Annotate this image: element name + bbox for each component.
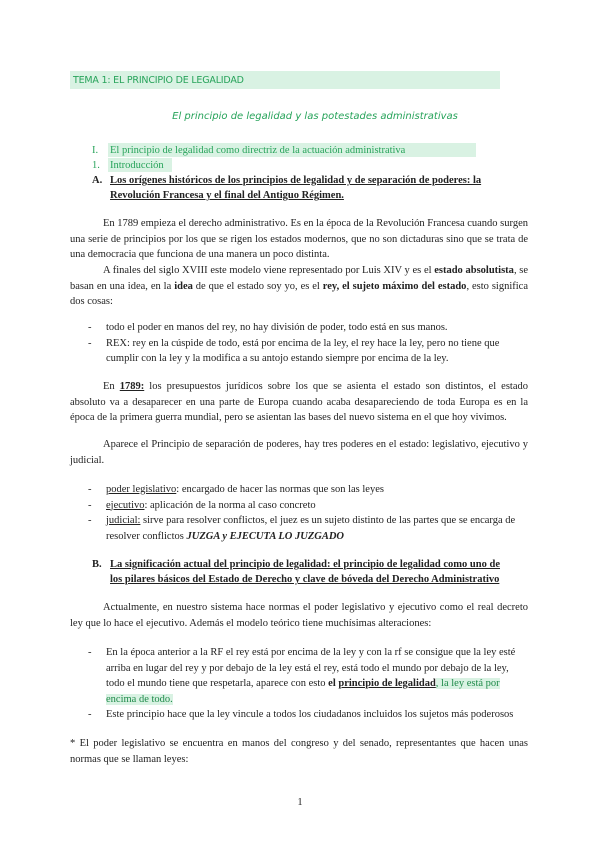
paragraph-1: En 1789 empieza el derecho administrativo. Es en la época de la Revolución Francesa cuando surgen una serie de principios por los que se rigen los estados modernos, que no son dictaduras sino que se trata de una democracia que funciona de una manera un poco distinta. bbox=[70, 218, 528, 260]
main-title: El principio de legalidad y las potestades administrativas bbox=[172, 111, 458, 122]
subsection-B-title-line1: La significación actual del principio de legalidad: el principio de legalidad como uno de bbox=[110, 559, 500, 570]
paragraph-5: Actualmente, en nuestro sistema hace normas el poder legislativo y ejecutivo como el real decreto ley que lo hace el ejecutivo. Además el modelo teórico tiene muchísimas alteraciones: bbox=[70, 602, 528, 629]
list-item: - judicial: sirve para resolver conflictos, el juez es un sujeto distinto de las partes que se encarga de resolver conflictos JUZGA y EJECUTA LO JUZGADO bbox=[88, 513, 528, 544]
section-I-title: El principio de legalidad como directriz de la actuación administrativa bbox=[110, 145, 406, 156]
section-I-number: I. bbox=[92, 145, 99, 156]
paragraph-3: En 1789: los presupuestos jurídicos sobre los que se asienta el estado son distintos, el estado absoluto va a desaparecer en una parte de Europa cuando acaba desapareciendo de toda Europa es en la época de la primera guerra mundial, pero se asientan las bases del nuevo sistema en el que hoy vivimos. bbox=[70, 381, 528, 423]
list-item: - todo el poder en manos del rey, no hay división de poder, todo está en sus manos. bbox=[88, 320, 528, 336]
tema-title: TEMA 1: EL PRINCIPIO DE LEGALIDAD bbox=[73, 75, 244, 86]
list-item: - ejecutivo: aplicación de la norma al caso concreto bbox=[88, 498, 528, 514]
list-powers bbox=[88, 482, 528, 544]
page-number: 1 bbox=[297, 797, 303, 808]
subsection-A-letter: A. bbox=[92, 175, 103, 186]
list-item: - poder legislativo: encargado de hacer las normas que son las leyes bbox=[88, 482, 528, 498]
list-item: - Este principio hace que la ley vincule a todos los ciudadanos incluidos los sujetos más poderosos bbox=[88, 707, 528, 723]
subsection-A-title-line1: Los orígenes históricos de los principios de legalidad y de separación de poderes: la bbox=[110, 175, 482, 186]
list-item: - REX: rey en la cúspide de todo, está por encima de la ley, el rey hace la ley, pero no tiene que cumplir con la ley y la modifica a su antojo estando siempre por encima de la ley. bbox=[88, 336, 528, 367]
list-absolutism bbox=[88, 320, 528, 367]
subsection-B-letter: B. bbox=[92, 559, 102, 570]
list-item: - En la época anterior a la RF el rey está por encima de la ley y con la rf se consigue que la ley esté arriba en lugar del rey y por debajo de la ley está el rey, está todo el mundo por debajo de la ley, todo el mundo tiene que respetarla, aparece con esto el principio de legalidad, la ley está por encima de todo. bbox=[88, 645, 528, 707]
paragraph-4: Aparece el Principio de separación de poderes, hay tres poderes en el estado: legislativo, ejecutivo y judicial. bbox=[70, 439, 528, 466]
paragraph-6: * El poder legislativo se encuentra en manos del congreso y del senado, representantes que hacen unas normas que se llaman leyes: bbox=[70, 738, 528, 765]
section-1-number: 1. bbox=[92, 160, 100, 171]
subsection-A-title-line2: Revolución Francesa y el final del Antiguo Régimen. bbox=[110, 190, 344, 201]
list-legality bbox=[88, 645, 528, 723]
subsection-B-title-line2: los pilares básicos del Estado de Derecho y clave de bóveda del Derecho Administrativo bbox=[110, 574, 500, 585]
paragraph-2: A finales del siglo XVIII este modelo viene representado por Luis XIV y es el estado absolutista, se basan en una idea, en la idea de que el estado soy yo, es el rey, el sujeto máximo del estado, esto significa dos cosas: bbox=[70, 265, 529, 307]
section-1-title: Introducción bbox=[110, 160, 164, 171]
